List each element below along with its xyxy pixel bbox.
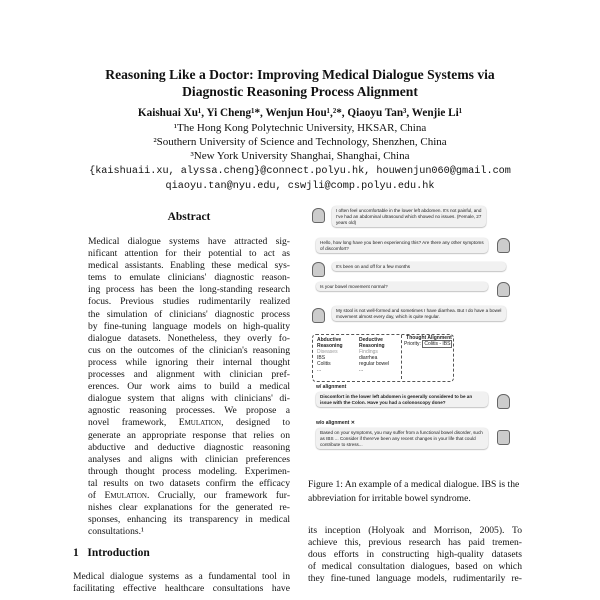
patient-avatar-icon: [312, 308, 325, 323]
robot-avatar-icon: [497, 430, 510, 445]
reasoning-box: [312, 334, 454, 382]
text-line: dialogue datasets. Nonetheless, they overly fo-: [88, 332, 290, 344]
text-line: cus on the outcomes of the clinician's reasoning: [88, 344, 290, 356]
item: regular bowel: [359, 361, 390, 367]
doctor-avatar-icon: [497, 394, 510, 409]
item: ...: [317, 367, 322, 373]
cross-icon: ✕: [350, 420, 355, 426]
item: Findings: [359, 349, 378, 355]
right-body: [308, 525, 522, 585]
abstract-body: [88, 236, 290, 538]
patient-bubble: It's been on and off for a few months: [332, 262, 506, 271]
caption-line: abbreviation for irritable bowel syndrome.: [308, 493, 471, 504]
doctor-bubble: Is your bowel movement normal?: [316, 282, 488, 291]
text-line: process while ignoring their internal thought: [88, 356, 290, 368]
text-line: processes and alignment with clinician pref-: [88, 369, 290, 381]
unaligned-response: Based on your symptoms, you may suffer from a functional bowel disorder, such as IBS ... Consider if there've been any recent changes in your life that could contribute to stress...: [316, 428, 488, 449]
text-line: abductive and deductive diagnostic reasoning: [88, 441, 290, 453]
priority-label: Priority:: [404, 341, 421, 347]
text-line: nishes clear explanations for the generated re-: [88, 502, 290, 514]
text-line: consultations.¹: [88, 526, 144, 538]
emails: {kaishuaii.xu, alyssa.cheng}@connect.polyu.hk, houwenjun060@gmail.com: [89, 166, 511, 177]
abstract-heading-wrap: [88, 211, 290, 223]
item: IBS: [317, 355, 326, 361]
section-number: 1: [73, 547, 79, 559]
intro-body: [73, 571, 290, 595]
text-line: focus. Previous studies rudimentarily realized: [88, 296, 290, 308]
text-line: through thought process modeling. Experimen-: [88, 465, 290, 477]
text-line: they fine-tuned language models, rudimentarily re-: [308, 573, 522, 585]
text-line: dialogue system that aligns with clinicians' di-: [88, 393, 290, 405]
text-line: analyses and aligns with clinician preferences: [88, 453, 290, 465]
text-line: Medical dialogue systems have attracted sig-: [88, 236, 290, 247]
paper-title: [0, 66, 600, 100]
item: ...: [359, 367, 364, 373]
figure-caption: [308, 478, 523, 506]
thought-title: Thought Alignment: [406, 335, 452, 341]
authors: Kaishuai Xu¹, Yi Cheng¹*, Wenjun Hou¹,²*, Qiaoyu Tan³, Wenjie Li¹: [137, 107, 463, 119]
abstract-heading: Abstract: [167, 211, 211, 223]
text-line: erences. Our work aims to build a medical: [88, 381, 290, 393]
deductive-reasoning: [359, 337, 399, 373]
text-line: nificant attention for their potential to act as: [88, 248, 290, 260]
patient-bubble: I often feel uncomfortable in the lower left abdomen. It's not painful, and I've had an abdominal ultrasound which showed no issues. (Female, 27 years old): [332, 206, 486, 227]
thought-alignment: [401, 335, 454, 379]
doctor-bubble: Hello, how long have you been experiencing this? Are there any other symptoms of discomfort?: [316, 238, 488, 253]
text-line: medical assistants. Enabling these medical sys-: [88, 260, 290, 272]
deductive-title: Deductive Reasoning: [359, 337, 385, 349]
abductive-title: Abductive Reasoning: [317, 337, 343, 349]
text-line: of Emulation. Crucially, our framework fur-: [88, 489, 290, 501]
priority-value: Colitis - IBS: [424, 341, 451, 347]
item: Colitis: [317, 361, 331, 367]
with-alignment-label: w/ alignment: [316, 384, 347, 390]
item: diarrhea: [359, 355, 378, 361]
text-line: sponses, enhancing its transparency in medical: [88, 514, 290, 526]
patient-avatar-icon: [312, 262, 325, 277]
text-line: novel framework, Emulation, designed to: [88, 417, 290, 429]
text-line: ing process has been the long-standing research: [88, 284, 290, 296]
item: Diseases: [317, 349, 338, 355]
section-title: Introduction: [87, 547, 150, 559]
text-line: facilitating effective healthcare consultations have: [73, 583, 290, 595]
text-line: by fine-tuning language models on high-quality: [88, 320, 290, 332]
patient-bubble: My stool is not well-formed and sometimes I have diarrhea. But I do have a bowel movement almost every day, which is quite regular.: [332, 306, 506, 321]
section-heading: [73, 547, 150, 559]
text-line: Medical dialogue systems as a fundamental tool in: [73, 571, 290, 582]
affiliation: ²Southern University of Science and Technology, Shenzhen, China: [153, 136, 447, 148]
title-line: Reasoning Like a Doctor: Improving Medical Dialogue Systems via: [105, 67, 495, 82]
patient-avatar-icon: [312, 208, 325, 223]
abductive-reasoning: [317, 337, 357, 373]
without-alignment-label: [316, 420, 355, 426]
text-line: generate an appropriate response that relies on: [88, 429, 290, 441]
doctor-avatar-icon: [497, 238, 510, 253]
title-line: Diagnostic Reasoning Process Alignment: [182, 84, 418, 99]
affiliation: ³New York University Shanghai, Shanghai, China: [190, 150, 410, 162]
text-line: the simulation of clinicians' diagnostic process: [88, 308, 290, 320]
doctor-avatar-icon: [497, 282, 510, 297]
text-line: achieve this, previous research has paid tremen-: [308, 537, 522, 549]
text-line: dous efforts in constructing high-quality datasets: [308, 549, 522, 561]
text-line: tal results on two datasets confirm the efficacy: [88, 477, 290, 489]
label: w/o alignment: [316, 420, 350, 426]
figure-1: [312, 206, 512, 472]
text-line: its inception (Holyoak and Morrison, 2005). To: [308, 525, 522, 536]
affiliation: ¹The Hong Kong Polytechnic University, HKSAR, China: [173, 122, 427, 134]
text-line: tems to emulate clinicians' diagnostic reason-: [88, 272, 290, 284]
caption-line: Figure 1: An example of a medical dialogue. IBS is the: [308, 479, 520, 490]
aligned-response: Discomfort in the lower left abdomen is generally considered to be an issue with the Colon. Have you had a colonoscopy done?: [316, 392, 488, 407]
emails: qiaoyu.tan@nyu.edu, cswjli@comp.polyu.edu.hk: [165, 181, 435, 192]
text-line: agnostic reasoning processes. We propose a: [88, 405, 290, 417]
text-line: of medical consultation dialogues, based on which: [308, 561, 522, 573]
